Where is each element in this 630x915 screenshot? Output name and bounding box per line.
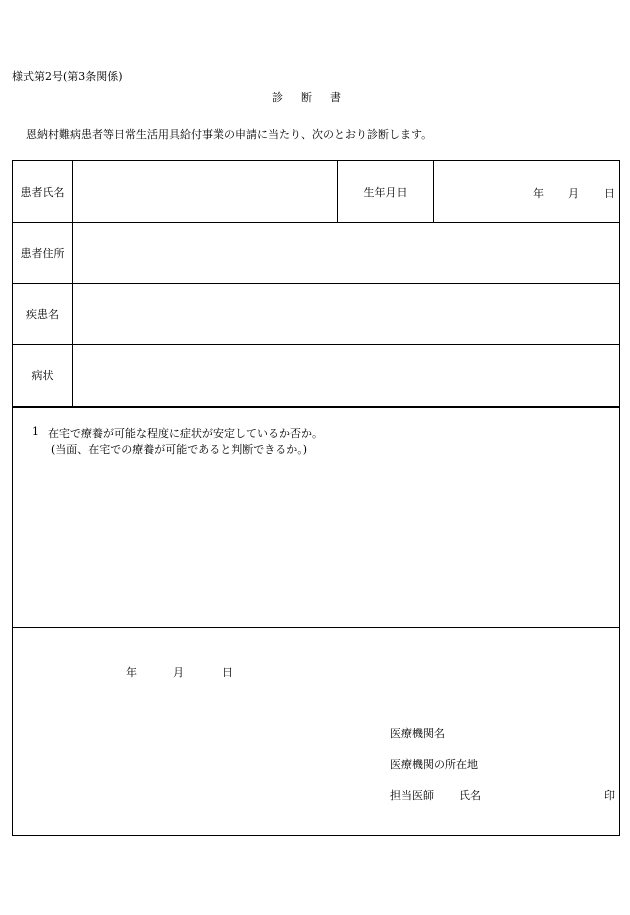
symptom-field[interactable] bbox=[73, 345, 619, 405]
institution-name-label: 医療機関名 bbox=[390, 727, 445, 740]
birthdate-year: 年 bbox=[533, 187, 544, 200]
question-answer-field[interactable] bbox=[25, 461, 615, 621]
row-divider bbox=[13, 627, 619, 628]
question-number: 1 bbox=[32, 425, 39, 438]
doctor-name-label: 氏名 bbox=[459, 789, 481, 802]
document-title: 診断書 bbox=[272, 91, 359, 104]
date-month: 月 bbox=[173, 666, 184, 679]
row-divider bbox=[13, 406, 619, 408]
patient-address-field[interactable] bbox=[73, 223, 619, 282]
birthdate-label: 生年月日 bbox=[363, 185, 408, 199]
patient-name-field[interactable] bbox=[73, 162, 336, 221]
patient-name-label: 患者氏名 bbox=[20, 185, 65, 199]
patient-address-label: 患者住所 bbox=[20, 246, 65, 260]
date-year: 年 bbox=[126, 666, 137, 679]
institution-address-label: 医療機関の所在地 bbox=[390, 758, 478, 771]
birthdate-field[interactable] bbox=[434, 162, 620, 221]
diagnosis-form-table bbox=[12, 160, 620, 836]
disease-name-field[interactable] bbox=[73, 284, 619, 343]
doctor-label: 担当医師 bbox=[390, 789, 434, 802]
symptom-label: 病状 bbox=[31, 369, 54, 382]
disease-name-label: 疾患名 bbox=[26, 307, 59, 321]
intro-text: 恩納村難病患者等日常生活用具給付事業の申請に当たり、次のとおり診断します。 bbox=[26, 128, 433, 141]
birthdate-month: 月 bbox=[568, 187, 579, 200]
question-note: (当面、在宅での療養が可能であると判断できるか。) bbox=[51, 443, 308, 456]
question-text: 在宅で療養が可能な程度に症状が安定しているか否か。 bbox=[48, 427, 323, 440]
form-number: 様式第2号(第3条関係) bbox=[12, 70, 123, 83]
birthdate-day: 日 bbox=[604, 187, 615, 200]
seal-label: 印 bbox=[604, 789, 615, 802]
date-day: 日 bbox=[222, 666, 233, 679]
